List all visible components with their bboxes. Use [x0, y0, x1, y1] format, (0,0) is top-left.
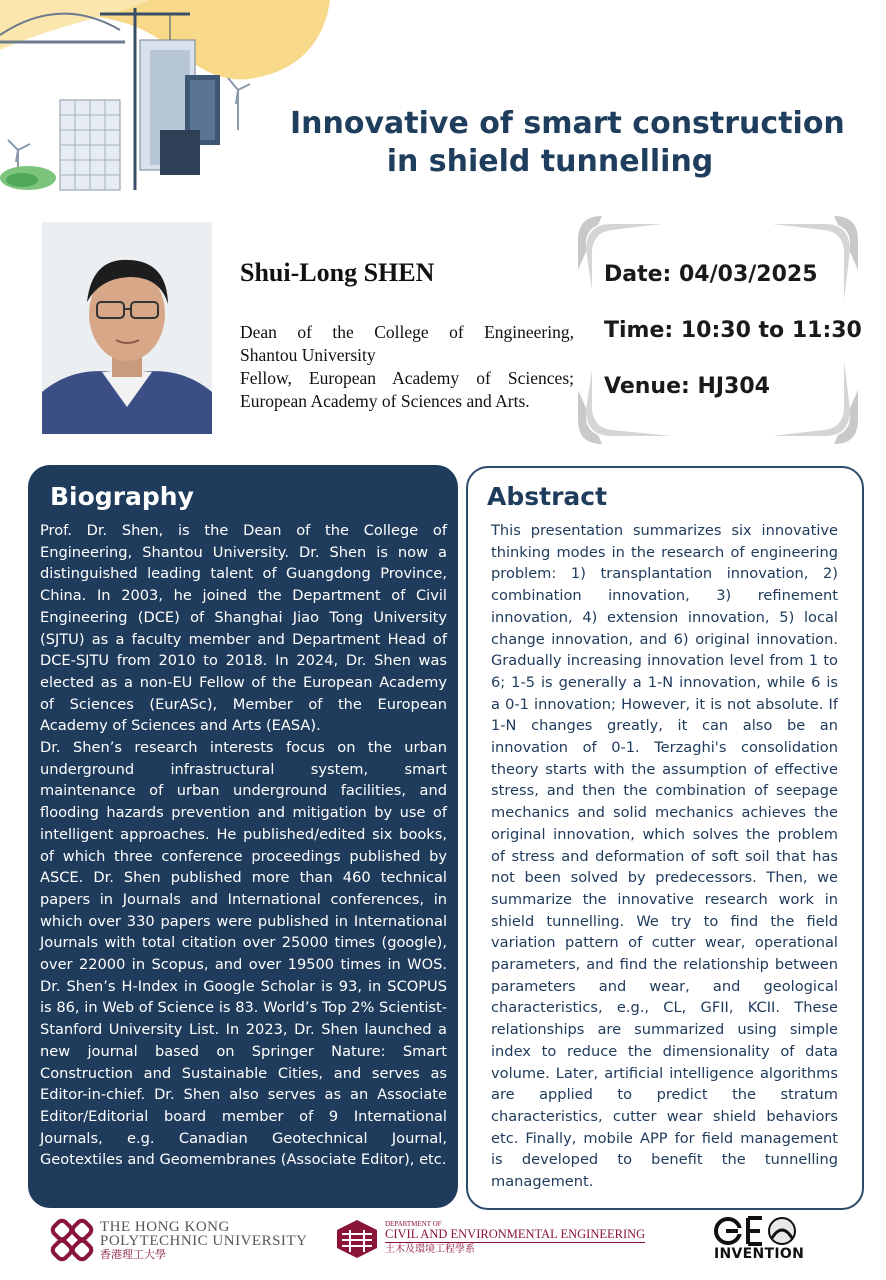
speaker-role-line: Fellow, European Academy of Sciences; [240, 368, 574, 388]
biography-heading: Biography [50, 482, 194, 511]
talk-title-line-1: Innovative of smart construction [290, 106, 845, 141]
polyu-logo [48, 1216, 96, 1264]
biography-text [40, 520, 447, 1171]
cee-department [385, 1220, 645, 1257]
abstract-heading: Abstract [487, 482, 608, 511]
event-details [604, 262, 862, 430]
event-venue: Venue: HJ304 [604, 374, 770, 399]
polyu-chinese-name: 香港理工大學 [100, 1248, 166, 1261]
event-time: Time: 10:30 to 11:30 [604, 318, 862, 343]
cee-department-chinese: 土木及環境工程學系 [385, 1244, 475, 1255]
speaker-role-line: European Academy of Sciences and Arts. [240, 391, 530, 411]
abstract-text: This presentation summarizes six innovative thinking modes in the research of engineering problem: 1) transplantation innovation, 2) combination innovation, 3) refinement innovation, 4) extension innovation, 5) local change innovation, and 6) original innovation. Gradually increasing innovation level from 1 to 6; 1-5 is generally a 1-N innovation, while 6 is a 0-1 innovation; However, it is not absolute. If 1-N changes greatly, it can also be an innovation of 0-1. Terzaghi's consolidation theory starts with the assumption of effective stress, and then the combination of seepage mechanics and solid mechanics achieves the original innovation, which solves the problem of stress and deformation of soft soil that has not been solved by predecessors. Then, we summarize the innovative research work in shield tunnelling. We try to find the field variation pattern of cutter wear, operational parameters, and find the relationship between parameters and wear, and geological characteristics, e.g., CL, GFII, KCII. These relationships are summarized using simple index to reduce the dimensionality of data volume. Later, artificial intelligence algorithms are applied to predict the stratum characteristics, cutter wear shield behaviors etc. Finally, mobile APP for field management is developed to benefit the tunnelling management. [491, 522, 838, 1191]
event-date: Date: 04/03/2025 [604, 262, 818, 287]
cee-department-label: DEPARTMENT OF [385, 1220, 442, 1228]
cee-department-name: CIVIL AND ENVIRONMENTAL ENGINEERING [385, 1227, 646, 1241]
talk-title-line-2: in shield tunnelling [386, 144, 714, 179]
speaker-portrait [42, 222, 212, 434]
speaker-name: Shui-Long SHEN [240, 258, 435, 287]
speaker-role-line: Shantou University [240, 345, 376, 365]
cee-logo [334, 1218, 380, 1260]
polyu-name-line-1: THE HONG KONG [100, 1219, 230, 1235]
polyu-name [100, 1220, 307, 1248]
talk-title [290, 105, 845, 181]
biography-paragraph: Dr. Shen’s research interests focus on the urban underground infrastructural system, smart maintenance of urban underground facilities, and flooding hazards prevention and mitigation by use of intelligent approaches. He published/edited six books, of which three conference proceedings published by ASCE. Dr. Shen published more than 460 technical papers in Journals and International conferences, in which over 330 papers were published in International Journals with total citation over 25000 times (google), over 22000 in Scopus, and over 19500 times in WOS. Dr. Shen’s H-Index in Google Scholar is 93, in SCOPUS is 86, in Web of Science is 83. World’s Top 2% Scientist-Stanford University List. In 2023, Dr. Shen launched a new journal based on Springer Nature: Smart Construction and Sustainable Cities, and serves as Editor-in-chief. Dr. Shen also serves as an Associate Editor/Editorial board member of 9 International Journals, e.g. Canadian Geotechnical Journal, Geotextiles and Geomembranes (Associate Editor), etc. [40, 739, 447, 1169]
speaker-role-line: Dean of the College of Engineering, [240, 322, 574, 342]
geo-invention-logo [712, 1214, 802, 1248]
polyu-name-line-2: POLYTECHNIC UNIVERSITY [100, 1233, 308, 1249]
city-construction-illustration [0, 0, 330, 205]
speaker-affiliations [240, 321, 574, 413]
biography-paragraph: Prof. Dr. Shen, is the Dean of the College of Engineering, Shantou University. Dr. Shen is now a distinguished leading talent of Guangdong Province, China. In 2003, he joined the Department of Civil Engineering (DCE) of Shanghai Jiao Tong University (SJTU) as a faculty member and Department Head of DCE-SJTU from 2010 to 2018. In 2024, Dr. Shen was elected as a non-EU Fellow of the European Academy of Sciences (EurASc), Member of the European Academy of Sciences and Arts (EASA). [40, 522, 447, 735]
geo-invention-label: INVENTION [714, 1246, 805, 1262]
